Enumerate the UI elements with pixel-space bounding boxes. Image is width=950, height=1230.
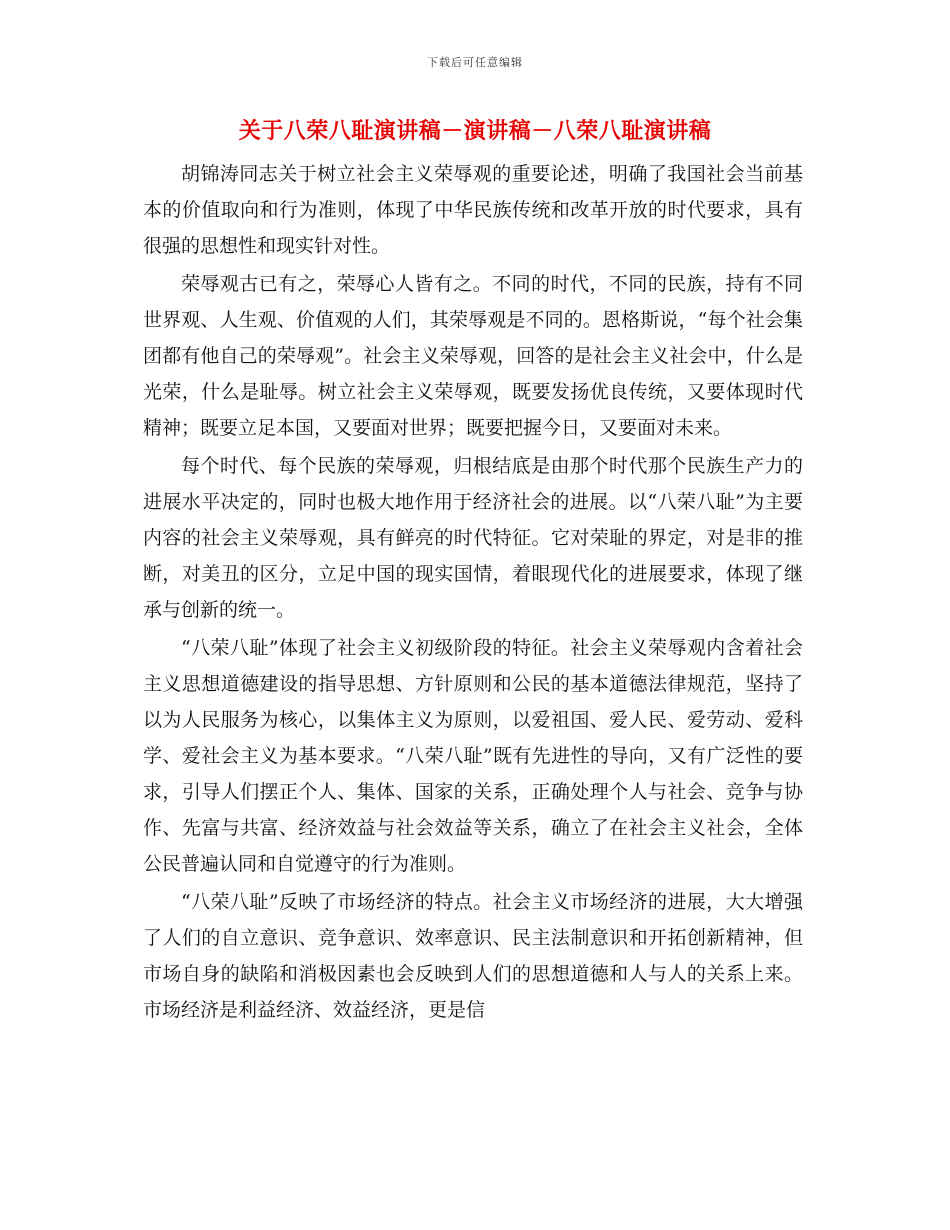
paragraph: 胡锦涛同志关于树立社会主义荣辱观的重要论述，明确了我国社会当前基本的价值取向和行为准则，体现了中华民族传统和改革开放的时代要求，具有很强的思想性和现实针对性。 [143,163,803,257]
paragraph: 荣辱观古已有之，荣辱心人皆有之。不同的时代，不同的民族，持有不同世界观、人生观、价值观的人们，其荣辱观是不同的。恩格斯说，“每个社会集团都有他自己的荣辱观”。社会主义荣辱观，回答的是社会主义社会中，什么是光荣，什么是耻辱。树立社会主义荣辱观，既要发扬优良传统，又要体现时代精神；既要立足本国，又要面对世界；既要把握今日，又要面对未来。 [143,273,803,439]
document-body [143,156,803,1030]
paragraph: “八荣八耻”体现了社会主义初级阶段的特征。社会主义荣辱观内含着社会主义思想道德建设的指导思想、方针原则和公民的基本道德法律规范，坚持了以为人民服务为核心，以集体主义为原则，以爱祖国、爱人民、爱劳动、爱科学、爱社会主义为基本要求。“八荣八耻”既有先进性的导向，又有广泛性的要求，引导人们摆正个人、集体、国家的关系，正确处理个人与社会、竞争与协作、先富与共富、经济效益与社会效益等关系，确立了在社会主义社会，全体公民普遍认同和自觉遵守的行为准则。 [143,637,803,875]
header-note: 下载后可任意编辑 [427,56,523,69]
document-title: 关于八荣八耻演讲稿－演讲稿－八荣八耻演讲稿 [238,119,712,144]
paragraph: 每个时代、每个民族的荣辱观，归根结底是由那个时代那个民族生产力的进展水平决定的，同时也极大地作用于经济社会的进展。以“八荣八耻”为主要内容的社会主义荣辱观，具有鲜亮的时代特征。它对荣耻的界定，对是非的推断，对美丑的区分，立足中国的现实国情，着眼现代化的进展要求，体现了继承与创新的统一。 [143,455,803,621]
paragraph: “八荣八耻”反映了市场经济的特点。社会主义市场经济的进展，大大增强了人们的自立意识、竞争意识、效率意识、民主法制意识和开拓创新精神，但市场自身的缺陷和消极因素也会反映到人们的思想道德和人与人的关系上来。市场经济是利益经济、效益经济，更是信 [143,891,803,1021]
